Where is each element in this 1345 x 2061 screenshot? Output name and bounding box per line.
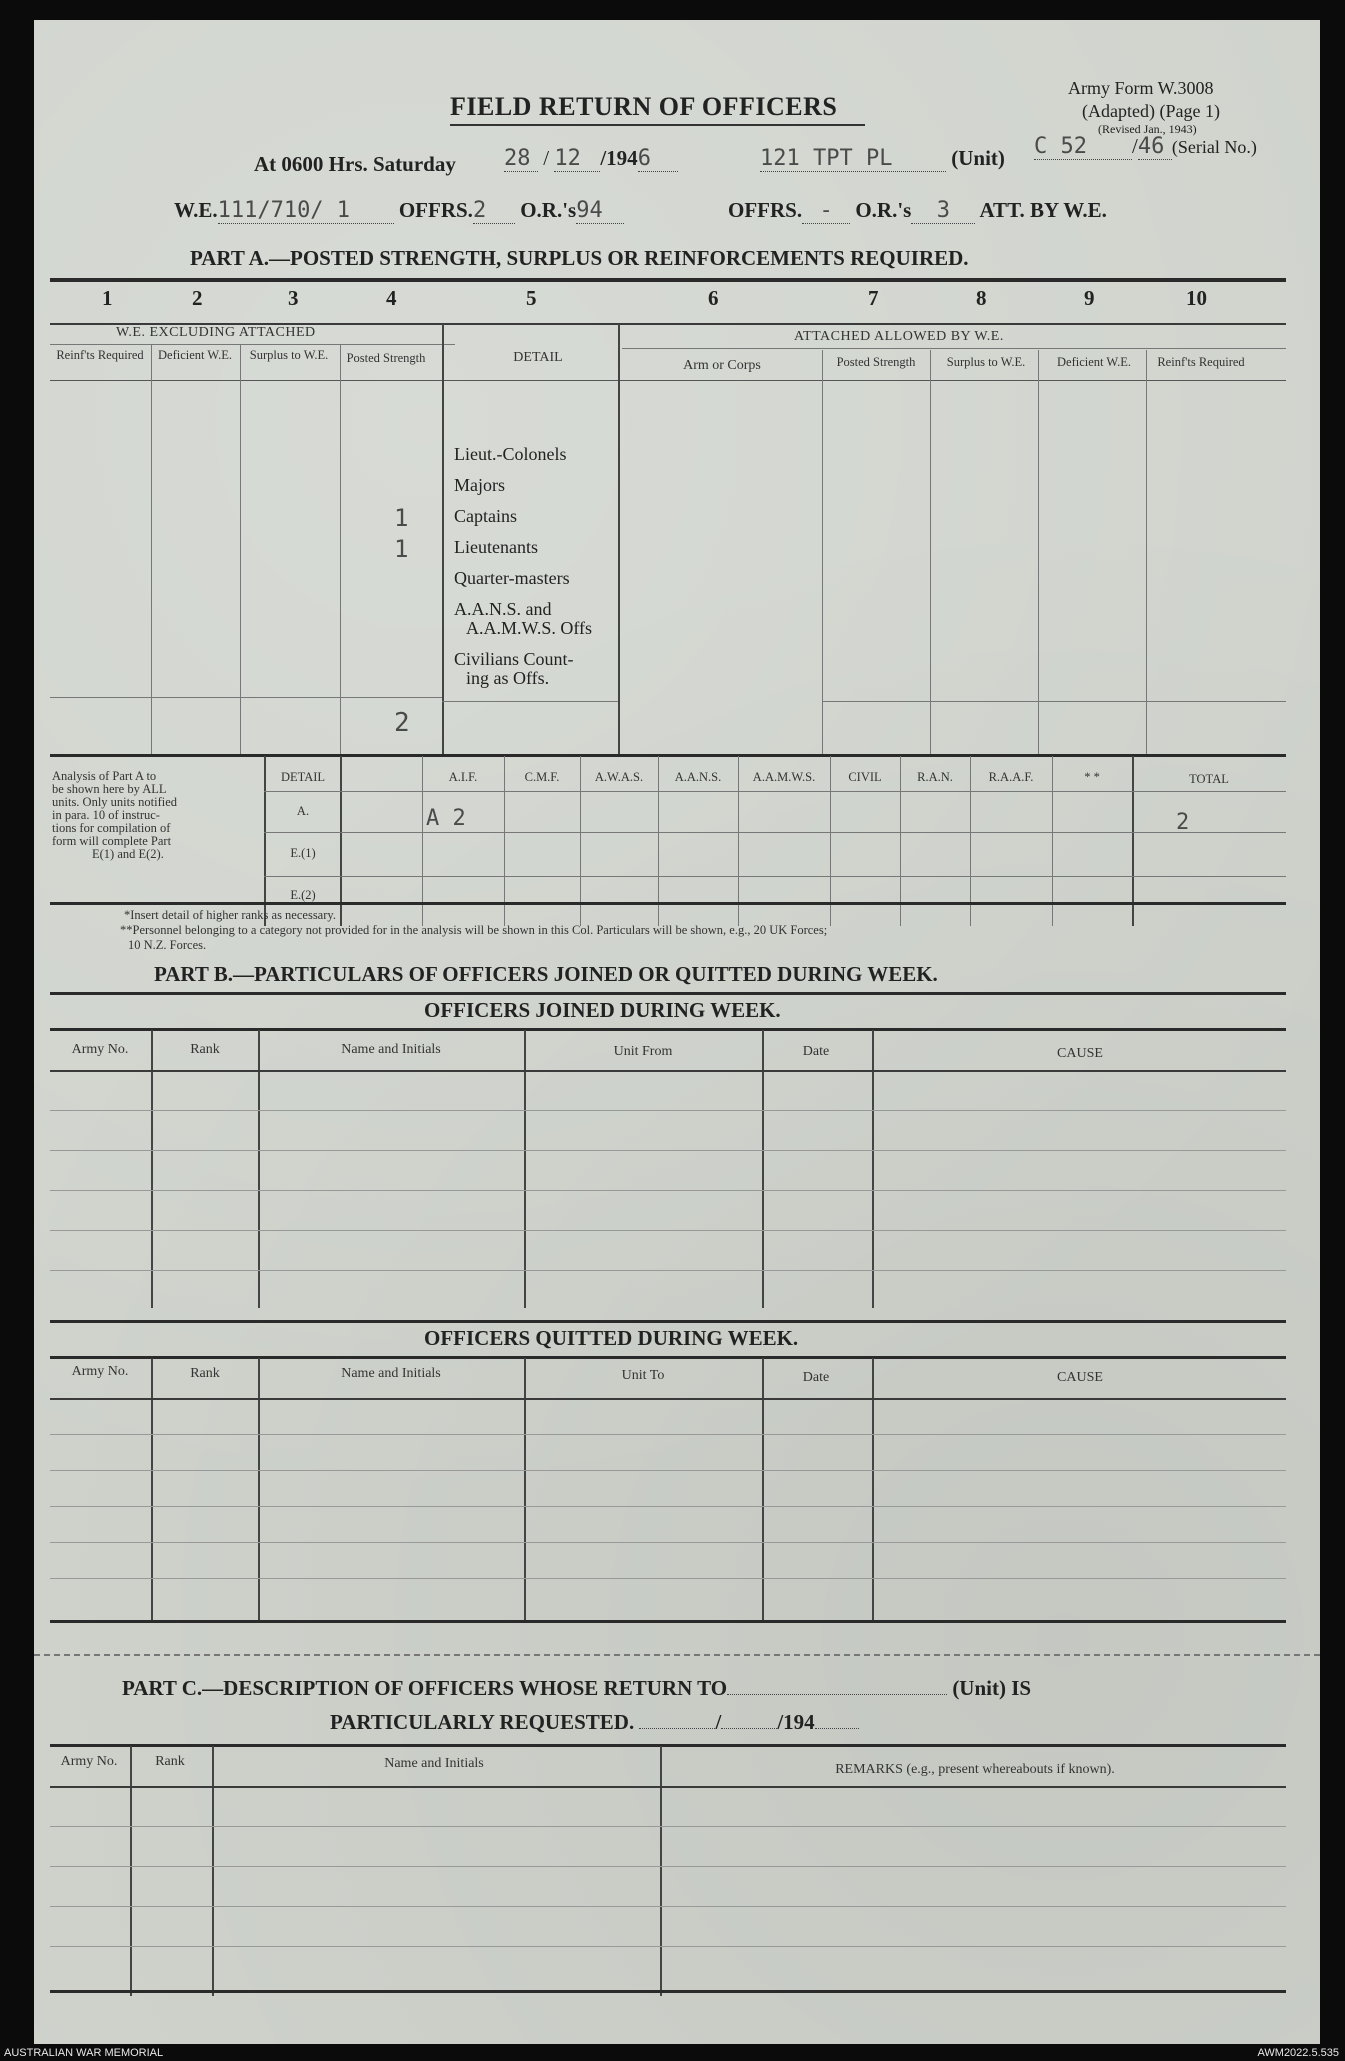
rule xyxy=(50,278,1286,282)
col-header-deficient-att: Deficient W.E. xyxy=(1057,355,1131,369)
analysis-header-aans: A.A.N.S. xyxy=(674,770,722,784)
rule xyxy=(50,1826,1286,1827)
rule xyxy=(212,1746,214,1996)
rule xyxy=(240,344,241,754)
unit-label: (Unit) xyxy=(951,146,1005,170)
we-label: W.E. xyxy=(174,198,218,222)
rule xyxy=(822,701,1286,702)
analysis-header-ran: R.A.N. xyxy=(917,770,953,784)
form-adapted: (Adapted) (Page 1) xyxy=(1082,101,1220,121)
rule xyxy=(660,1746,662,1996)
part-c-header-name: Name and Initials xyxy=(384,1756,484,1771)
rule xyxy=(50,754,1286,757)
col-num-10: 10 xyxy=(1186,286,1207,310)
analysis-header-civil: CIVIL xyxy=(848,770,882,784)
posted-total: 2 xyxy=(394,708,410,738)
col-num-4: 4 xyxy=(386,286,397,310)
rank-aamws: A.A.M.W.S. Offs xyxy=(466,618,593,638)
rank-captains: Captains xyxy=(454,506,517,526)
rule xyxy=(822,350,823,754)
rule xyxy=(50,1110,1286,1111)
rank-majors: Majors xyxy=(454,475,505,495)
part-c-year-prefix: /194 xyxy=(777,1710,815,1734)
part-c-year-field xyxy=(815,1728,859,1729)
rule xyxy=(930,350,931,754)
analysis-row-e1: E.(1) xyxy=(290,846,316,860)
rule xyxy=(50,1190,1286,1191)
rule xyxy=(258,1030,260,1308)
rule xyxy=(50,1866,1286,1867)
rule xyxy=(264,832,1286,833)
rank-civilians-2: ing as Offs. xyxy=(466,668,550,688)
part-a-heading: PART A.—POSTED STRENGTH, SURPLUS OR REINFORCEMENTS REQUIRED. xyxy=(190,246,969,270)
rule xyxy=(340,756,342,926)
rule xyxy=(762,1030,764,1308)
att-offrs-value: - xyxy=(802,198,850,224)
rule xyxy=(50,1578,1286,1579)
part-c-unit-field xyxy=(727,1694,947,1695)
unit-value: 121 TPT PL xyxy=(760,146,946,172)
serial-value: C 52 xyxy=(1034,134,1132,160)
form-title: FIELD RETURN OF OFFICERS xyxy=(450,92,838,121)
rule xyxy=(151,1030,153,1308)
we-value: 111/710/ 1 xyxy=(218,198,394,224)
day-field: 28 xyxy=(504,146,538,172)
att-allowed-header: ATTACHED ALLOWED BY W.E. xyxy=(794,329,1004,344)
col-num-1: 1 xyxy=(102,286,113,310)
rule xyxy=(50,1906,1286,1907)
quitted-header-army-no: Army No. xyxy=(71,1364,129,1379)
joined-title: OFFICERS JOINED DURING WEEK. xyxy=(424,998,781,1022)
we-line xyxy=(174,198,624,224)
analysis-header-aif: A.I.F. xyxy=(448,770,478,784)
part-c-unit-label: (Unit) IS xyxy=(952,1676,1032,1700)
analysis-header-other: * * xyxy=(1084,770,1100,784)
analysis-header-aamws: A.A.M.W.S. xyxy=(752,770,816,784)
year-prefix: /194 xyxy=(600,146,638,170)
rank-quartermasters: Quarter-masters xyxy=(454,568,570,588)
footer-left: AUSTRALIAN WAR MEMORIAL xyxy=(4,2047,164,2059)
date-fields: 28 / 12 /1946 xyxy=(504,146,678,172)
rank-lieutenants: Lieutenants xyxy=(454,537,538,557)
form-revised: (Revised Jan., 1943) xyxy=(1098,122,1197,136)
analysis-note-line: Analysis of Part A to xyxy=(52,769,157,783)
rule xyxy=(50,1356,1286,1359)
joined-header-unit-from: Unit From xyxy=(613,1044,673,1059)
col-num-8: 8 xyxy=(976,286,987,310)
rule xyxy=(50,1542,1286,1543)
serial-sep: / xyxy=(1132,134,1138,158)
part-c-requested: PARTICULARLY REQUESTED. xyxy=(330,1710,635,1734)
month-field: 12 xyxy=(554,146,600,172)
rule xyxy=(50,380,1286,381)
rank-lt-colonels: Lieut.-Colonels xyxy=(454,444,567,464)
analysis-note-line: tions for compilation of xyxy=(52,821,171,835)
rule xyxy=(50,344,455,345)
rule xyxy=(50,1070,1286,1072)
title-underline xyxy=(450,124,865,126)
att-label: ATT. BY W.E. xyxy=(979,198,1107,222)
unit-field xyxy=(760,146,1005,172)
rule xyxy=(50,1990,1286,1993)
rule xyxy=(1146,350,1147,754)
ors-value: 94 xyxy=(576,198,624,224)
perforation-line xyxy=(34,1654,1320,1656)
rank-civilians: Civilians Count- xyxy=(454,649,574,669)
rule xyxy=(50,1786,1286,1788)
rule xyxy=(50,1434,1286,1435)
rule xyxy=(50,1230,1286,1231)
part-c-day-field xyxy=(639,1728,715,1729)
posted-lieutenants: 1 xyxy=(394,535,409,563)
form-id: Army Form W.3008 xyxy=(1068,78,1214,98)
analysis-note xyxy=(52,770,262,861)
col-num-3: 3 xyxy=(288,286,299,310)
analysis-header-detail: DETAIL xyxy=(280,770,326,784)
att-ors-value: 3 xyxy=(911,198,975,224)
part-c-header-army-no: Army No. xyxy=(60,1754,118,1769)
att-line xyxy=(728,198,1107,224)
rule xyxy=(50,1028,1286,1031)
quitted-header-unit-to: Unit To xyxy=(621,1368,665,1383)
col-header-arm: Arm or Corps xyxy=(683,358,761,373)
rule xyxy=(151,344,152,754)
rule xyxy=(50,1620,1286,1623)
analysis-header-total: TOTAL xyxy=(1189,772,1229,786)
rule xyxy=(130,1746,132,1996)
joined-header-date: Date xyxy=(802,1044,830,1059)
joined-header-rank: Rank xyxy=(190,1042,220,1057)
col-header-detail: DETAIL xyxy=(513,350,563,365)
part-c-heading xyxy=(122,1676,1031,1701)
joined-header-cause: CAUSE xyxy=(1057,1046,1103,1061)
serial-label: (Serial No.) xyxy=(1171,137,1257,157)
year-field: 6 xyxy=(638,146,678,172)
rule xyxy=(50,1270,1286,1271)
rule xyxy=(50,1150,1286,1151)
analysis-note-line: in para. 10 of instruc- xyxy=(52,808,160,822)
part-c-header-rank: Rank xyxy=(155,1754,185,1769)
col-num-2: 2 xyxy=(192,286,203,310)
serial-field xyxy=(1034,134,1257,160)
att-offrs-label: OFFRS. xyxy=(728,198,803,222)
quitted-title: OFFICERS QUITTED DURING WEEK. xyxy=(424,1326,799,1350)
time-label: At 0600 Hrs. Saturday xyxy=(254,152,456,176)
rule xyxy=(524,1030,526,1308)
col-header-deficient: Deficient W.E. xyxy=(158,348,232,362)
footnote-1: *Insert detail of higher ranks as necessary. xyxy=(124,908,336,922)
rule xyxy=(622,348,1286,349)
col-header-posted-att: Posted Strength xyxy=(836,355,916,369)
analysis-note-line: form will complete Part xyxy=(52,834,172,848)
posted-captains: 1 xyxy=(394,504,409,532)
col-header-reinfts: Reinf'ts Required xyxy=(56,348,144,362)
rule xyxy=(264,791,1286,792)
part-c-heading-start: PART C.—DESCRIPTION OF OFFICERS WHOSE RETURN TO xyxy=(122,1676,728,1700)
analysis-aif-value: A 2 xyxy=(426,806,466,831)
part-c-header-remarks: REMARKS (e.g., present whereabouts if known). xyxy=(835,1762,1115,1777)
analysis-total-value: 2 xyxy=(1176,810,1190,835)
rule xyxy=(50,697,442,698)
quitted-header-cause: CAUSE xyxy=(1057,1370,1103,1385)
rule xyxy=(618,324,620,754)
part-c-heading-2: PARTICULARLY REQUESTED. / /194 xyxy=(330,1710,859,1735)
analysis-note-line: be shown here by ALL xyxy=(52,782,167,796)
analysis-row-e2: E.(2) xyxy=(290,888,316,902)
rule xyxy=(340,344,341,754)
col-num-7: 7 xyxy=(868,286,879,310)
rule xyxy=(1038,350,1039,754)
footnote-3: 10 N.Z. Forces. xyxy=(128,938,207,952)
rule xyxy=(50,992,1286,995)
ors-label: O.R.'s xyxy=(520,198,577,222)
col-header-reinfts-att: Reinf'ts Required xyxy=(1157,355,1245,369)
analysis-note-line: units. Only units notified xyxy=(52,795,177,809)
rule xyxy=(50,1470,1286,1471)
offrs-label: OFFRS. xyxy=(398,198,473,222)
offrs-value: 2 xyxy=(473,198,515,224)
we-excl-header: W.E. EXCLUDING ATTACHED xyxy=(116,325,316,340)
rule xyxy=(442,701,618,702)
rank-aans: A.A.N.S. and xyxy=(454,599,552,619)
analysis-header-awas: A.W.A.S. xyxy=(594,770,644,784)
rule xyxy=(50,1744,1286,1747)
col-header-surplus: Surplus to W.E. xyxy=(249,348,329,362)
part-b-heading: PART B.—PARTICULARS OF OFFICERS JOINED OR QUITTED DURING WEEK. xyxy=(154,962,938,986)
rule xyxy=(442,324,444,754)
analysis-header-cmf: C.M.F. xyxy=(524,770,560,784)
analysis-row-a: A. xyxy=(296,804,310,818)
quitted-header-rank: Rank xyxy=(190,1366,220,1381)
quitted-header-date: Date xyxy=(802,1370,830,1385)
rule xyxy=(50,1946,1286,1947)
rule xyxy=(50,1320,1286,1323)
att-ors-label: O.R.'s xyxy=(855,198,912,222)
rule xyxy=(50,1506,1286,1507)
rule xyxy=(50,1398,1286,1400)
col-header-posted: Posted Strength xyxy=(346,351,426,365)
form-paper xyxy=(34,20,1320,2044)
part-c-month-field xyxy=(721,1728,777,1729)
rule xyxy=(50,902,1286,905)
rule xyxy=(264,876,1286,877)
col-num-9: 9 xyxy=(1084,286,1095,310)
rule xyxy=(872,1030,874,1308)
col-num-6: 6 xyxy=(708,286,719,310)
analysis-note-line: E(1) and E(2). xyxy=(92,847,164,861)
footnote-2: **Personnel belonging to a category not provided for in the analysis will be shown in this Col. Particulars will be shown, e.g., 20 UK Forces; xyxy=(120,923,828,937)
joined-header-army-no: Army No. xyxy=(71,1042,129,1057)
col-header-surplus-att: Surplus to W.E. xyxy=(946,355,1026,369)
serial-year: 46 xyxy=(1138,134,1172,160)
analysis-header-raaf: R.A.A.F. xyxy=(988,770,1034,784)
footer-right: AWM2022.5.535 xyxy=(1257,2047,1339,2059)
joined-header-name: Name and Initials xyxy=(341,1042,441,1057)
col-num-5: 5 xyxy=(526,286,537,310)
quitted-header-name: Name and Initials xyxy=(341,1366,441,1381)
